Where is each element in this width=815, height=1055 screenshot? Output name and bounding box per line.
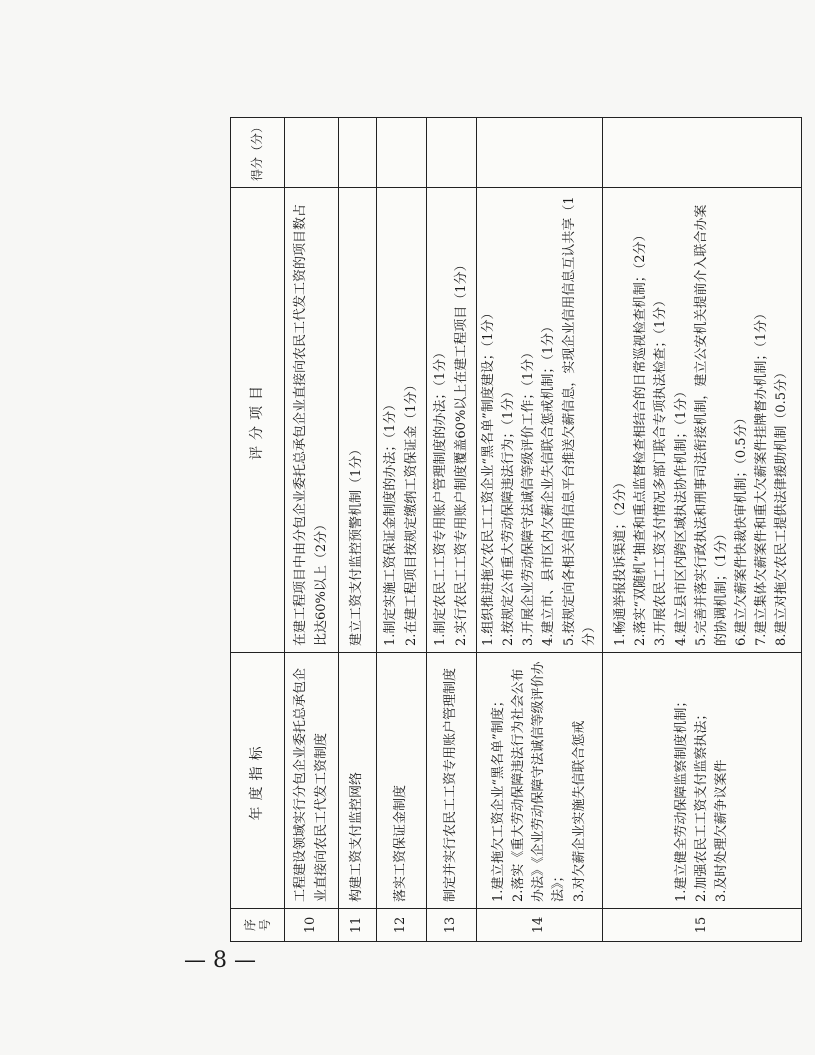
items-line: 3.开展农民工工资支付情况多部门联合专项执法检查；（1分） <box>653 293 669 646</box>
row-seq: 13 <box>427 909 477 942</box>
items-line: 在建工程项目中由分包企业委托总承包企业直接向农民工代发工资的项目数占比达60%以上（2分） <box>293 203 329 646</box>
indicator-line: 2.落实《重大劳动保障违法行为社会公布办法》《企业劳动保障守法诚信等级评价办法》； <box>511 661 567 902</box>
table-row <box>285 118 339 942</box>
items-line: 2.实行农民工工资专用账户制度覆盖60%以上在建工程项目（1分） <box>453 258 469 646</box>
indicator-line: 1.建立健全劳动保障监察制度机制； <box>673 694 689 902</box>
indicator-line: 工程建设领域实行分包企业委托总承包企业直接向农民工代发工资制度 <box>293 667 329 902</box>
row-indicator <box>339 653 377 909</box>
items-line: 7.建立集体欠薪案件和重大欠薪案件挂牌督办机制；（1分） <box>754 306 770 646</box>
items-line: 5.按规定向各相关信用信息平台推送欠薪信息，实现企业信用信息互认共享（1分） <box>561 196 597 646</box>
indicator-line: 构建工资支付监控网络 <box>349 771 365 902</box>
rotated-table-container <box>230 118 790 942</box>
items-line: 2.在建工程项目按规定缴纳工资保证金（1分） <box>403 378 419 646</box>
header-seq: 序号 <box>231 909 285 942</box>
header-indicator: 年度指标 <box>231 653 285 909</box>
indicator-line: 3.及时处理欠薪争议案件 <box>713 759 729 902</box>
row-seq: 11 <box>339 909 377 942</box>
row-seq: 12 <box>377 909 427 942</box>
indicator-line: 制定并实行农民工工资专用账户管理制度 <box>443 667 459 902</box>
row-seq: 14 <box>477 909 603 942</box>
table-row <box>602 118 801 942</box>
items-line: 1.制定农民工工资专用账户管理制度的办法；（1分） <box>433 345 449 646</box>
row-indicator <box>477 653 603 909</box>
indicator-line: 1.建立拖欠工资企业“黑名单”制度； <box>491 694 507 902</box>
items-line: 1.畅通举报投诉渠道；（2分） <box>613 475 629 646</box>
indicator-line: 2.加强农民工工资支付监察执法； <box>693 707 709 902</box>
items-line: 2.按规定公布重大劳动保障违法行为；（1分） <box>501 384 517 646</box>
row-indicator <box>602 653 801 909</box>
items-line: 4.建立市、县市区内欠薪企业失信联合惩戒机制；（1分） <box>541 319 557 646</box>
items-line: 3.开展企业劳动保障守法诚信等级评价工作；（1分） <box>521 345 537 646</box>
row-score <box>427 118 477 188</box>
items-line: 5.完善并落实行政执法和刑事司法衔接机制，建立公安机关提前介入联合办案的协调机制；（1分） <box>693 204 729 646</box>
header-row <box>231 118 285 942</box>
row-indicator <box>427 653 477 909</box>
row-items <box>602 188 801 653</box>
indicator-line: 3.对欠薪企业实施失信联合惩戒 <box>571 720 587 902</box>
table-row <box>377 118 427 942</box>
row-seq: 15 <box>602 909 801 942</box>
items-line: 2.落实“双随机”抽查和重点监督检查相结合的日常巡视检查机制；（2分） <box>633 228 649 646</box>
table-row <box>427 118 477 942</box>
items-line: 6.建立欠薪案件快裁快审机制；（0.5分） <box>734 411 750 646</box>
items-line: 1.组织推进拖欠农民工工资企业“黑名单”制度建设；（1分） <box>481 306 496 646</box>
row-items <box>285 188 339 653</box>
row-items <box>339 188 377 653</box>
row-score <box>602 118 801 188</box>
row-items <box>427 188 477 653</box>
items-line: 建立工资支付监控预警机制（1分） <box>349 442 365 646</box>
row-items <box>377 188 427 653</box>
row-score <box>285 118 339 188</box>
indicator-line: 落实工资保证金制度 <box>393 784 409 902</box>
row-score <box>477 118 603 188</box>
row-seq: 10 <box>285 909 339 942</box>
row-items <box>477 188 603 653</box>
header-score: 得分（分） <box>231 118 285 188</box>
page-number: — 8 — <box>184 947 256 973</box>
items-line: 8.建立对拖欠农民工提供法律援助机制（0.5分） <box>774 365 790 646</box>
items-line: 1.制定实施工资保证金制度的办法；（1分） <box>383 397 399 646</box>
row-indicator <box>285 653 339 909</box>
row-score <box>339 118 377 188</box>
row-indicator <box>377 653 427 909</box>
header-items: 评分项目 <box>231 188 285 653</box>
items-line: 4.建立县市区内跨区域执法协作机制；（1分） <box>673 384 689 646</box>
scoring-table <box>230 117 802 942</box>
table-row <box>339 118 377 942</box>
row-score <box>377 118 427 188</box>
table-row <box>477 118 603 942</box>
